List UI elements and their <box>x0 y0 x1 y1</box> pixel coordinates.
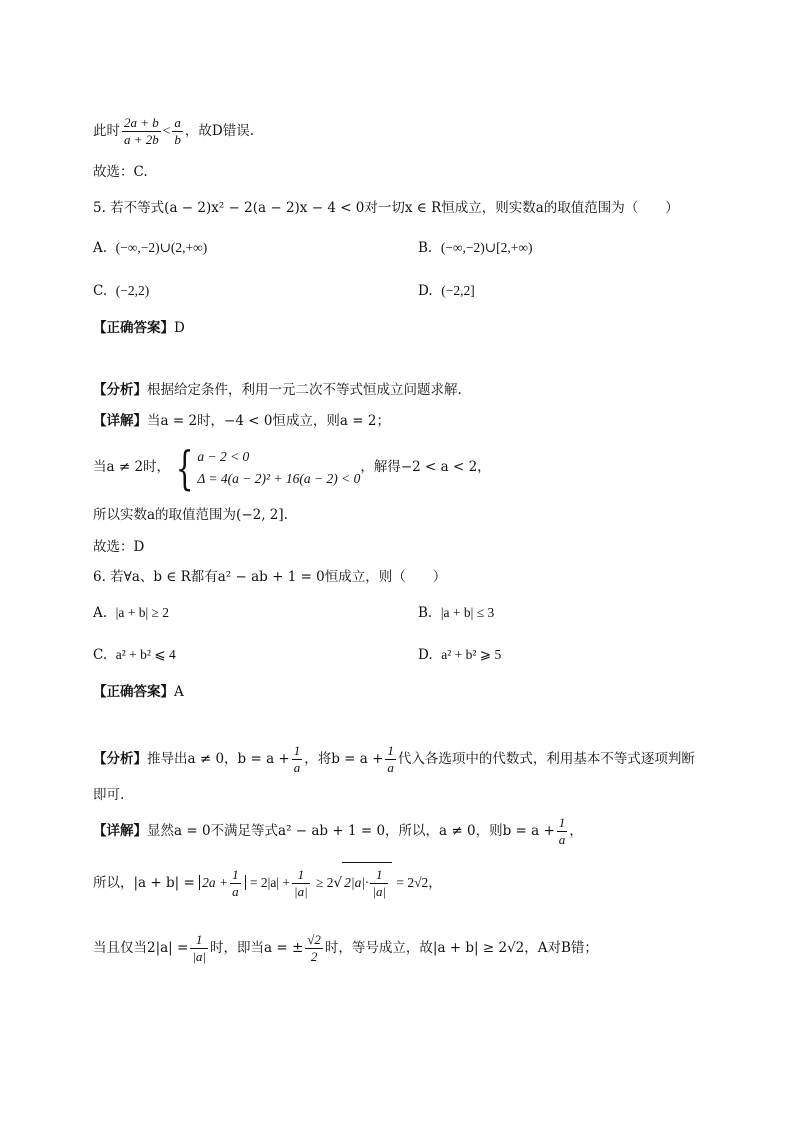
equation-system <box>197 446 360 490</box>
analysis-label: 【分析】 <box>93 751 147 767</box>
option-label: C. <box>93 283 108 299</box>
fraction: $\frac{1}{|a|}$ <box>192 932 206 964</box>
analysis-label: 【分析】 <box>93 382 147 398</box>
detail-text: 时，等号成立，故|a + b| ≥ 2√2，A对B错； <box>324 940 598 956</box>
fraction <box>385 743 396 776</box>
q5-analysis <box>93 380 462 400</box>
numerator: 1 <box>558 815 566 830</box>
q5-detail-line3: 所以实数a的取值范围为(−2, 2]. <box>93 507 288 523</box>
analysis-text: 根据给定条件，利用一元二次不等式恒成立问题求解. <box>147 382 462 398</box>
answer-value: A <box>174 684 184 700</box>
q5-detail-line2 <box>93 440 491 495</box>
detail-suffix: ，解得−2 < a < 2， <box>360 459 491 475</box>
q5-option-a <box>93 238 207 258</box>
fraction <box>172 115 183 148</box>
q6-option-b <box>418 603 494 623</box>
q5-option-b <box>418 238 532 258</box>
fraction <box>292 743 303 776</box>
denominator: a <box>558 832 566 847</box>
option-text: a² + b² ⩾ 5 <box>441 647 502 662</box>
detail-text: = 2√2， <box>396 875 442 890</box>
q5-stem: 5. 若不等式(a − 2)x² − 2(a − 2)x − 4 < 0对一切x ∈ R恒成立，则实数a的取值范围为（ ） <box>93 200 679 216</box>
q6-analysis-line2: 即可. <box>93 787 125 803</box>
analysis-text: 推导出a ≠ 0，b = a + <box>147 751 290 767</box>
q6-option-a <box>93 603 169 623</box>
q5-choose: 故选：D <box>93 539 145 555</box>
detail-text: ≥ 2 <box>315 875 334 890</box>
denominator: a <box>387 760 394 775</box>
system-row-2: Δ = 4(a − 2)² + 16(a − 2) < 0 <box>197 470 361 486</box>
fraction: $\frac{1}{a}$ <box>232 867 239 900</box>
q5-option-d <box>418 281 475 301</box>
q6-detail-line2 <box>93 862 442 903</box>
fraction <box>557 815 568 848</box>
q6-analysis-line1 <box>93 740 695 778</box>
q6-detail-line1 <box>93 812 583 850</box>
detail-label: 【详解】 <box>93 413 147 429</box>
answer-label: 【正确答案】 <box>93 320 174 336</box>
option-text: |a + b| ≤ 3 <box>440 605 495 620</box>
q6-option-c <box>93 645 176 665</box>
q6-stem: 6. 若∀a、b ∈ R都有a² − ab + 1 = 0恒成立，则（ ） <box>93 569 447 585</box>
option-text: (−2,2] <box>441 283 475 298</box>
option-label: B. <box>418 605 433 621</box>
denominator: b <box>174 132 181 147</box>
detail-text: 时，即当a = ± <box>210 940 304 956</box>
detail-text: 显然a = 0不满足等式a² − ab + 1 = 0，所以，a ≠ 0，则b = a + <box>147 823 555 839</box>
option-text: (−∞,−2)∪(2,+∞) <box>115 240 208 255</box>
detail-text: 所以，|a + b| = <box>93 875 195 891</box>
fraction: $\frac{1}{|a|}$ <box>294 867 308 899</box>
detail-text: ， <box>569 823 583 839</box>
option-label: C. <box>93 647 108 663</box>
suffix-text: ，故D错误. <box>184 123 255 139</box>
q6-answer <box>93 682 184 702</box>
system-row-1: a − 2 < 0 <box>197 448 250 464</box>
sqrt-sign: √ <box>333 875 343 891</box>
fraction: $\frac{√2}{2}$ <box>307 932 321 964</box>
denominator: a <box>293 760 301 775</box>
option-label: D. <box>418 647 433 663</box>
detail-text: 当且仅当2|a| = <box>93 940 189 956</box>
conclusion-line <box>93 115 254 148</box>
denominator: a + 2b <box>124 132 159 147</box>
analysis-text: 代入各选项中的代数式，利用基本不等式逐项判断 <box>397 751 695 767</box>
option-label: D. <box>418 283 433 299</box>
detail-text: 当a = 2时，−4 < 0恒成立，则a = 2； <box>147 413 390 429</box>
q5-answer <box>93 318 185 338</box>
prefix-text: 此时 <box>93 123 120 139</box>
numerator: 2a + b <box>124 115 159 130</box>
answer-label: 【正确答案】 <box>93 684 174 700</box>
choose-line: 故选：C. <box>93 164 148 180</box>
analysis-text: ，将b = a + <box>304 751 384 767</box>
detail-prefix: 当a ≠ 2时， <box>93 459 171 475</box>
option-label: A. <box>93 605 108 621</box>
numerator: 1 <box>387 743 394 758</box>
answer-value: D <box>174 320 185 336</box>
sqrt-radicand: 2|a|· $\frac{1}{|a|}$ <box>342 862 392 903</box>
q5-option-c <box>93 281 149 301</box>
option-label: B. <box>418 240 433 256</box>
numerator: a <box>174 115 181 130</box>
q5-detail-line1 <box>93 411 390 431</box>
fraction: $\frac{1}{|a|}$ <box>372 867 387 900</box>
option-text: a² + b² ⩽ 4 <box>115 647 176 662</box>
option-text: |a + b| ≥ 2 <box>115 605 170 620</box>
absolute-value: 2a + $\frac{1}{a}$ <box>199 875 246 890</box>
lt-sign: < <box>162 123 171 138</box>
fraction <box>122 115 161 148</box>
numerator: 1 <box>293 743 301 758</box>
detail-label: 【详解】 <box>93 823 147 839</box>
option-text: (−2,2) <box>115 283 150 298</box>
left-brace: { <box>175 440 194 495</box>
option-label: A. <box>93 240 108 256</box>
option-text: (−∞,−2)∪[2,+∞) <box>440 240 533 255</box>
detail-text: = 2|a| + <box>249 875 291 890</box>
q6-option-d <box>418 645 501 665</box>
q6-detail-line3 <box>93 928 598 968</box>
